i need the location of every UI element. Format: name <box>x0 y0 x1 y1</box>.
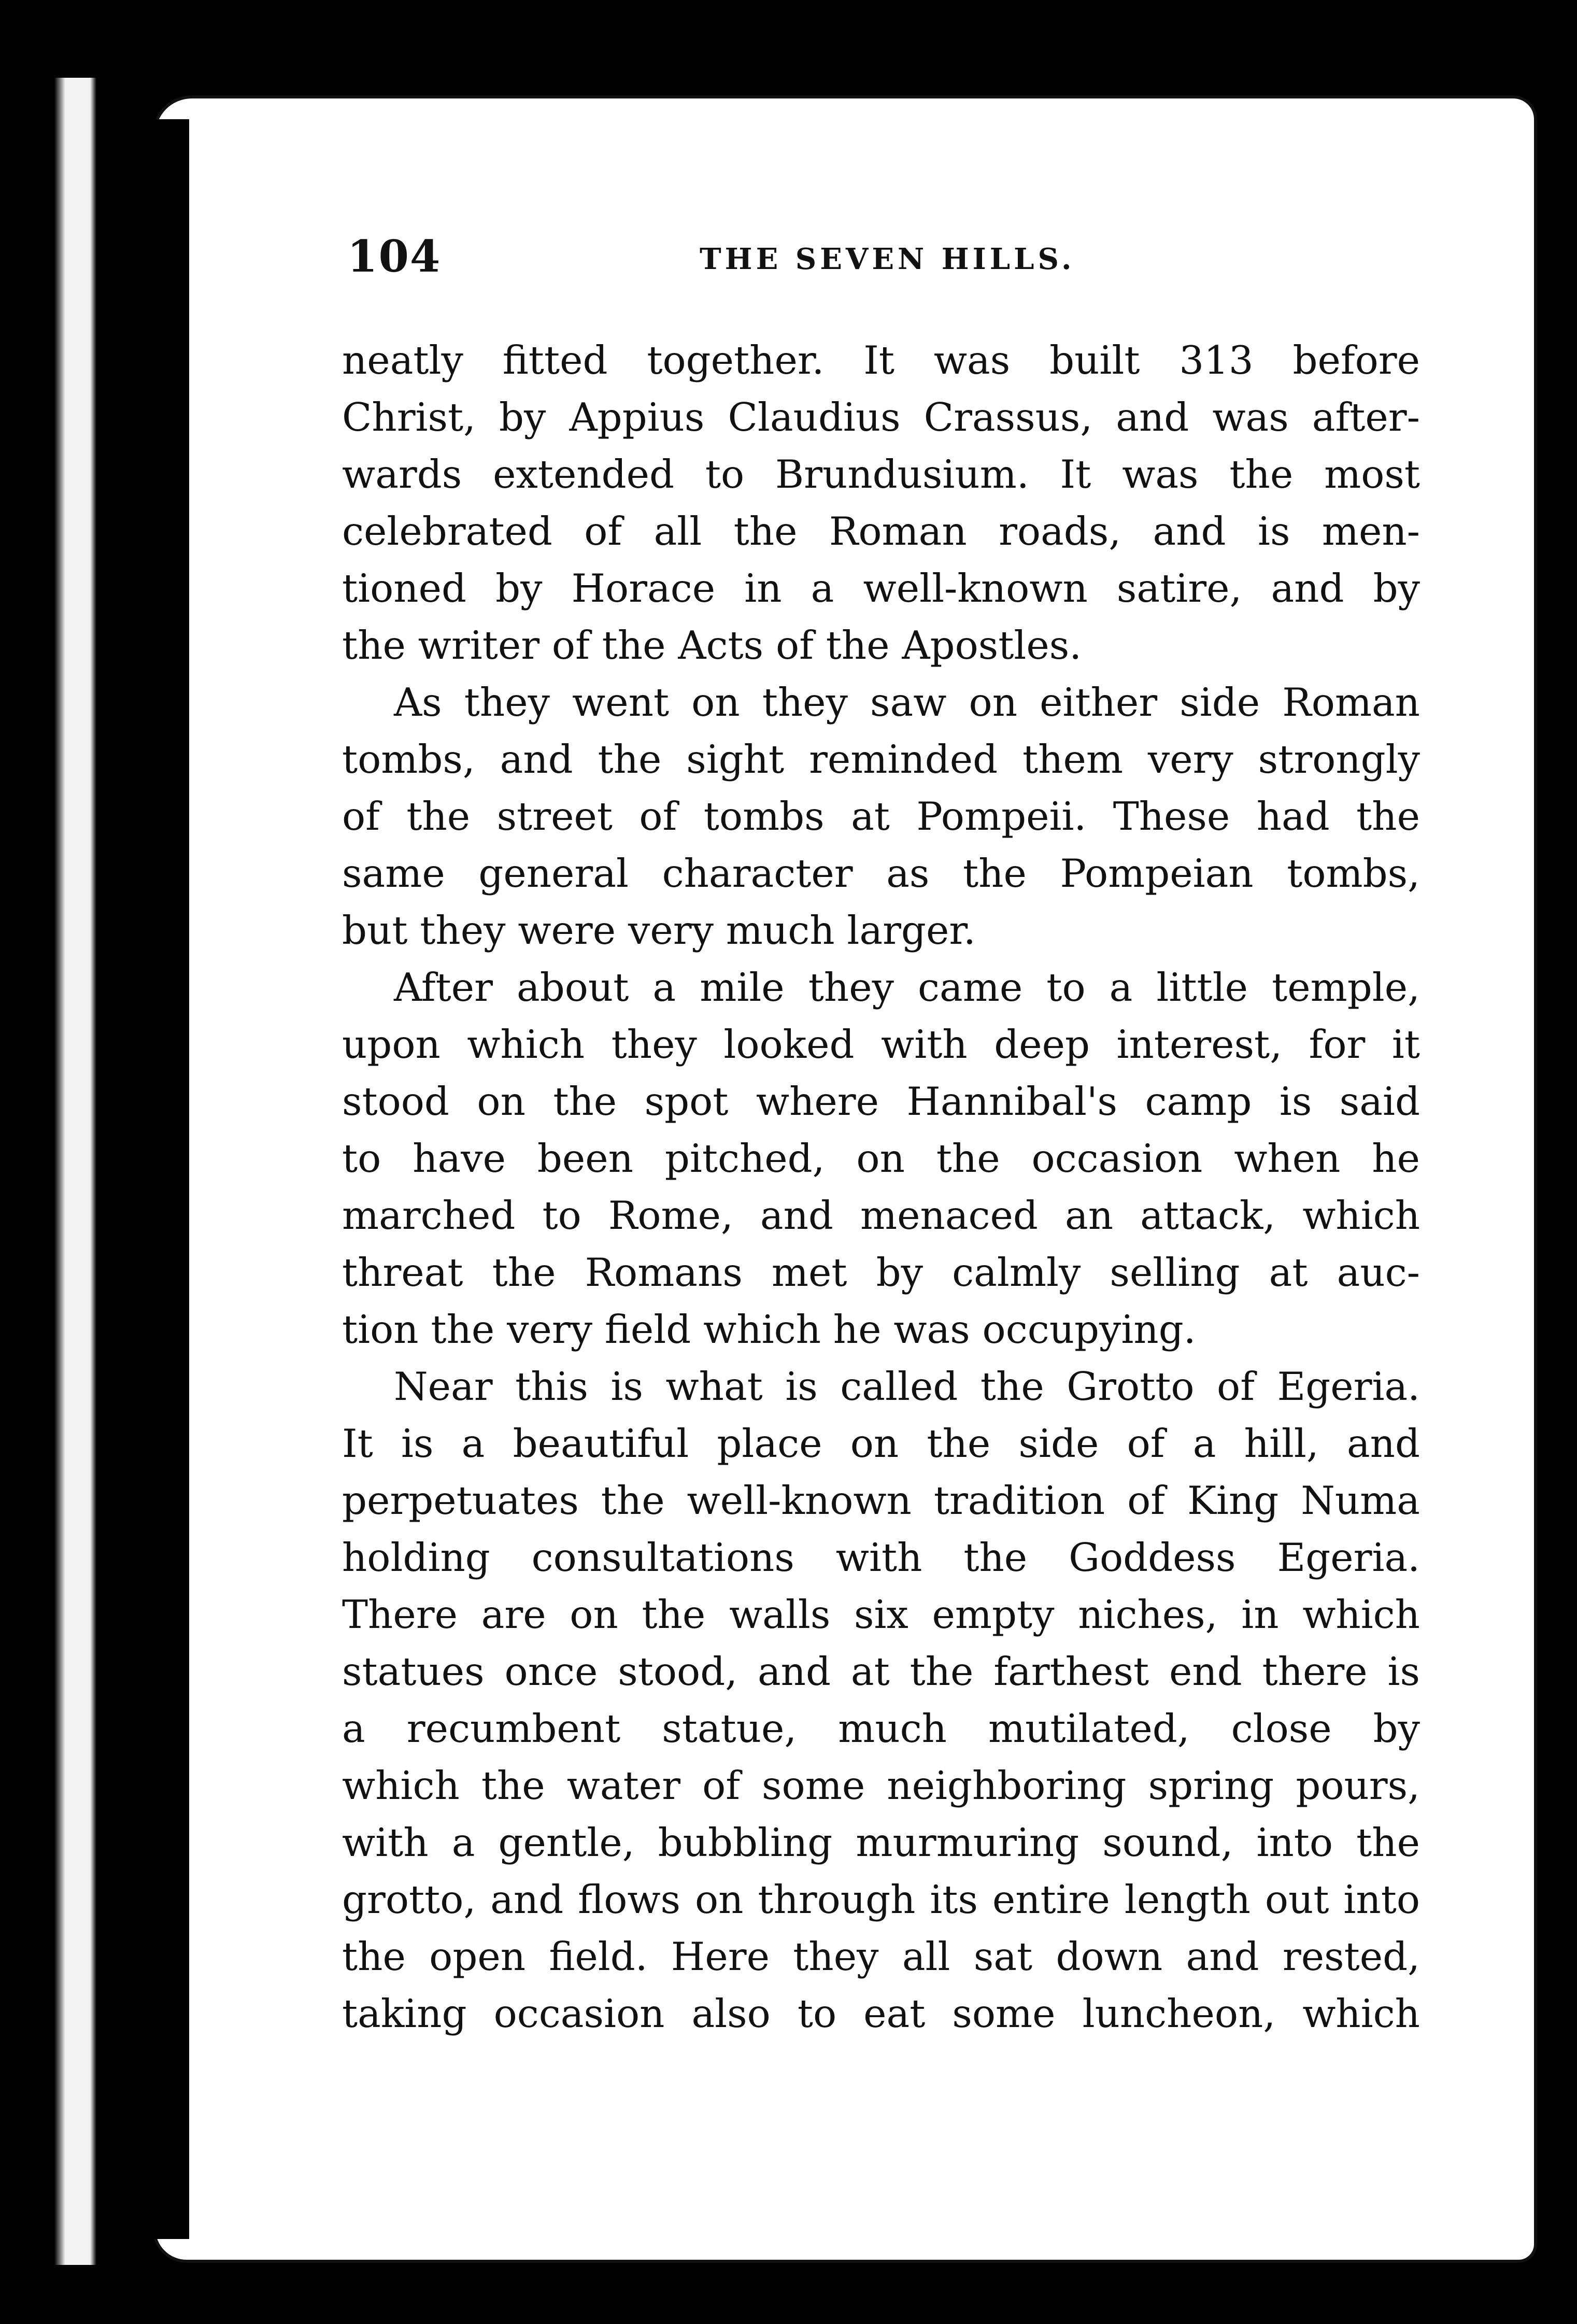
paragraph-first-line: Near this is what is called the Grotto of Egeria. <box>394 1364 1420 1409</box>
text-line: tioned by Horace in a well-known satire, and by <box>342 565 1420 611</box>
text-line: celebrated of all the Roman roads, and is men- <box>342 508 1420 554</box>
running-title: THE SEVEN HILLS. <box>700 242 1075 276</box>
text-line: a recumbent statue, much mutilated, close by <box>342 1706 1420 1751</box>
text-line: There are on the walls six empty niches, in which <box>342 1592 1420 1637</box>
text-line: which the water of some neighboring spring pours, <box>342 1763 1420 1808</box>
text-line: the writer of the Acts of the Apostles. <box>342 622 1082 668</box>
page-number: 104 <box>347 231 442 282</box>
text-line: of the street of tombs at Pompeii. These had the <box>342 793 1420 839</box>
text-line: marched to Rome, and menaced an attack, which <box>342 1193 1420 1238</box>
text-line: It is a beautiful place on the side of a hill, and <box>342 1421 1420 1466</box>
text-line: wards extended to Brundusium. It was the most <box>342 451 1420 497</box>
text-line: taking occasion also to eat some luncheon, which <box>342 1991 1420 2036</box>
text-line: but they were very much larger. <box>342 908 976 953</box>
text-line: stood on the spot where Hannibal's camp is said <box>342 1079 1420 1124</box>
text-line: Christ, by Appius Claudius Crassus, and was after- <box>342 394 1420 440</box>
text-line: to have been pitched, on the occasion when he <box>342 1136 1420 1181</box>
text-line: upon which they looked with deep interest, for it <box>342 1022 1420 1067</box>
book-binding-gutter <box>0 78 155 2265</box>
text-line: same general character as the Pompeian tombs, <box>342 851 1420 896</box>
text-line: perpetuates the well-known tradition of King Numa <box>342 1478 1420 1523</box>
text-line: tombs, and the sight reminded them very strongly <box>342 736 1420 782</box>
text-line: holding consultations with the Goddess Egeria. <box>342 1535 1420 1580</box>
text-line: threat the Romans met by calmly selling at auc- <box>342 1250 1420 1295</box>
running-head <box>347 231 1425 293</box>
text-line: tion the very field which he was occupying. <box>342 1307 1196 1352</box>
page-left-edge-shadow <box>143 119 189 2239</box>
text-line: statues once stood, and at the farthest end there is <box>342 1649 1420 1694</box>
text-line: with a gentle, bubbling murmuring sound, into the <box>342 1820 1420 1865</box>
text-line: grotto, and flows on through its entire length out into <box>342 1877 1420 1922</box>
paragraph-first-line: After about a mile they came to a little temple, <box>394 965 1420 1010</box>
text-line: the open field. Here they all sat down and rested, <box>342 1934 1420 1979</box>
paragraph-first-line: As they went on they saw on either side Roman <box>394 679 1420 725</box>
text-line: neatly fitted together. It was built 313 before <box>342 337 1420 383</box>
body-text <box>342 332 1420 2042</box>
